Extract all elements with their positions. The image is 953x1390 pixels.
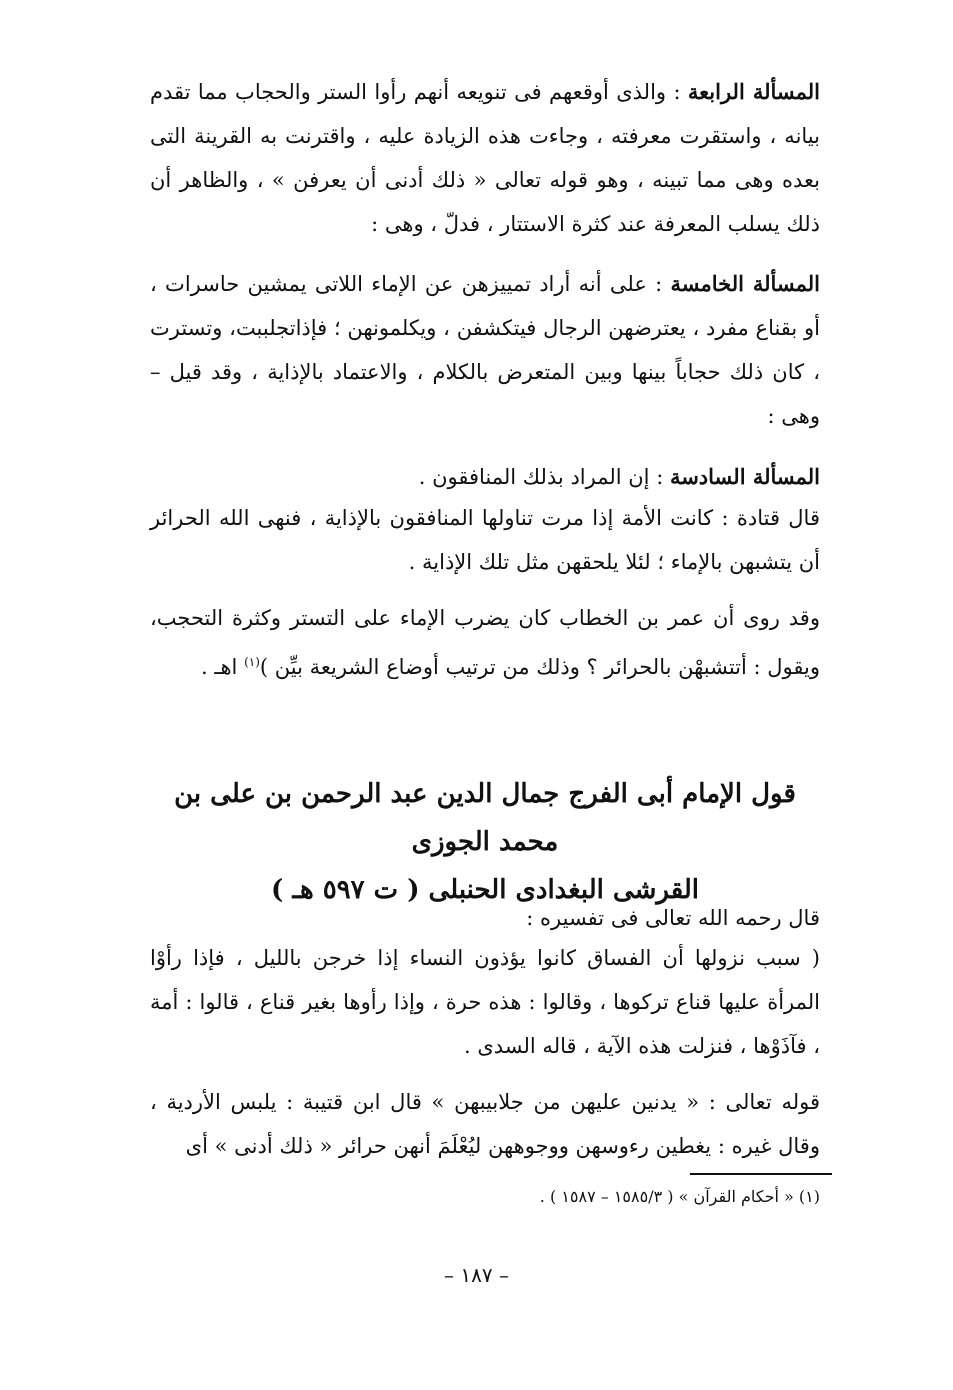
paragraph-masala-4 — [150, 70, 820, 246]
paragraph-lead: المسألة الخامسة — [670, 271, 821, 296]
paragraph-qatada — [150, 496, 820, 584]
paragraph-masala-6 — [150, 455, 820, 499]
paragraph-qawluhu — [150, 1080, 820, 1168]
footnote-divider — [690, 1173, 832, 1175]
paragraph-text: : على أنه أراد تمييزهن عن الإماء اللاتى يمشين حاسرات ، أو بقناع مفرد ، يعترضهن الرجال فيتكشفن ، ويكلمونهن ؛ فإذاتجلببت، وتسترت ، كان ذلك حجاباً بينها وبين المتعرض بالكلام ، والاعتماد بالإذاية ، وقد قيل – وهى : — [150, 272, 820, 428]
paragraph-sabab — [150, 936, 820, 1068]
paragraph-text: : والذى أوقعهم فى تنويعه أنهم رأوا الستر والحجاب مما تقدم بيانه ، واستقرت معرفته ، وجاءت هذه الزيادة عليه ، واقترنت به القرينة التى بعده وهى مما تبينه ، وهو قوله تعالى « ذلك أدنى أن يعرفن » ، والظاهر أن ذلك يسلب المعرفة عند كثرة الاستتار ، فدلّ ، وهى : — [150, 80, 820, 236]
footnote-marker: (١) — [244, 655, 260, 669]
paragraph-tail: اهـ . — [200, 655, 245, 679]
page-number: – ١٨٧ – — [444, 1263, 509, 1287]
section-heading — [150, 770, 820, 914]
paragraph-text: ( سبب نزولها أن الفساق كانوا يؤذون النساء إذا خرجن بالليل ، فإذا رأوْا المرأة عليها قناع تركوها ، وقالوا : هذه حرة ، وإذا رأوها بغير قناع ، قالوا : أمة ، فآذَوْها ، فنزلت هذه الآية ، قاله السدى . — [150, 946, 820, 1058]
paragraph-umar — [150, 596, 820, 689]
paragraph-text: وقد روى أن عمر بن الخطاب كان يضرب الإماء على التستر وكثرة التحجب، ويقول : أتتشبهْن بالحرائر ؟ وذلك من ترتيب أوضاع الشريعة بيِّن ) — [150, 606, 820, 679]
paragraph-text: قال رحمه الله تعالى فى تفسيره : — [526, 906, 820, 930]
paragraph-lead: المسألة السادسة — [669, 464, 820, 489]
paragraph-lead: المسألة الرابعة — [687, 79, 820, 104]
paragraph-text: : إن المراد بذلك المنافقون . — [418, 465, 670, 489]
heading-line-2: القرشى البغدادى الحنبلى ( ت ٥٩٧ هـ ) — [270, 875, 699, 905]
footnote: (١) « أحكام القرآن » ( ١٥٨٥/٣ – ١٥٨٧ ) . — [539, 1187, 820, 1206]
heading-line-1: قول الإمام أبى الفرج جمال الدين عبد الرحمن بن على بن محمد الجوزى — [174, 779, 796, 857]
paragraph-masala-5 — [150, 262, 820, 438]
paragraph-intro — [220, 896, 820, 940]
paragraph-text: قوله تعالى : « يدنين عليهن من جلابيبهن » قال ابن قتيبة : يلبس الأردية ، وقال غيره : يغطين رءوسهن ووجوههن ليُعْلَمَ أنهن حرائر « ذلك أدنى » أى — [150, 1090, 820, 1158]
paragraph-text: قال قتادة : كانت الأمة إذا مرت تناولها المنافقون بالإذاية ، فنهى الله الحرائر أن يتشبهن بالإماء ؛ لئلا يلحقهن مثل تلك الإذاية . — [150, 506, 820, 574]
